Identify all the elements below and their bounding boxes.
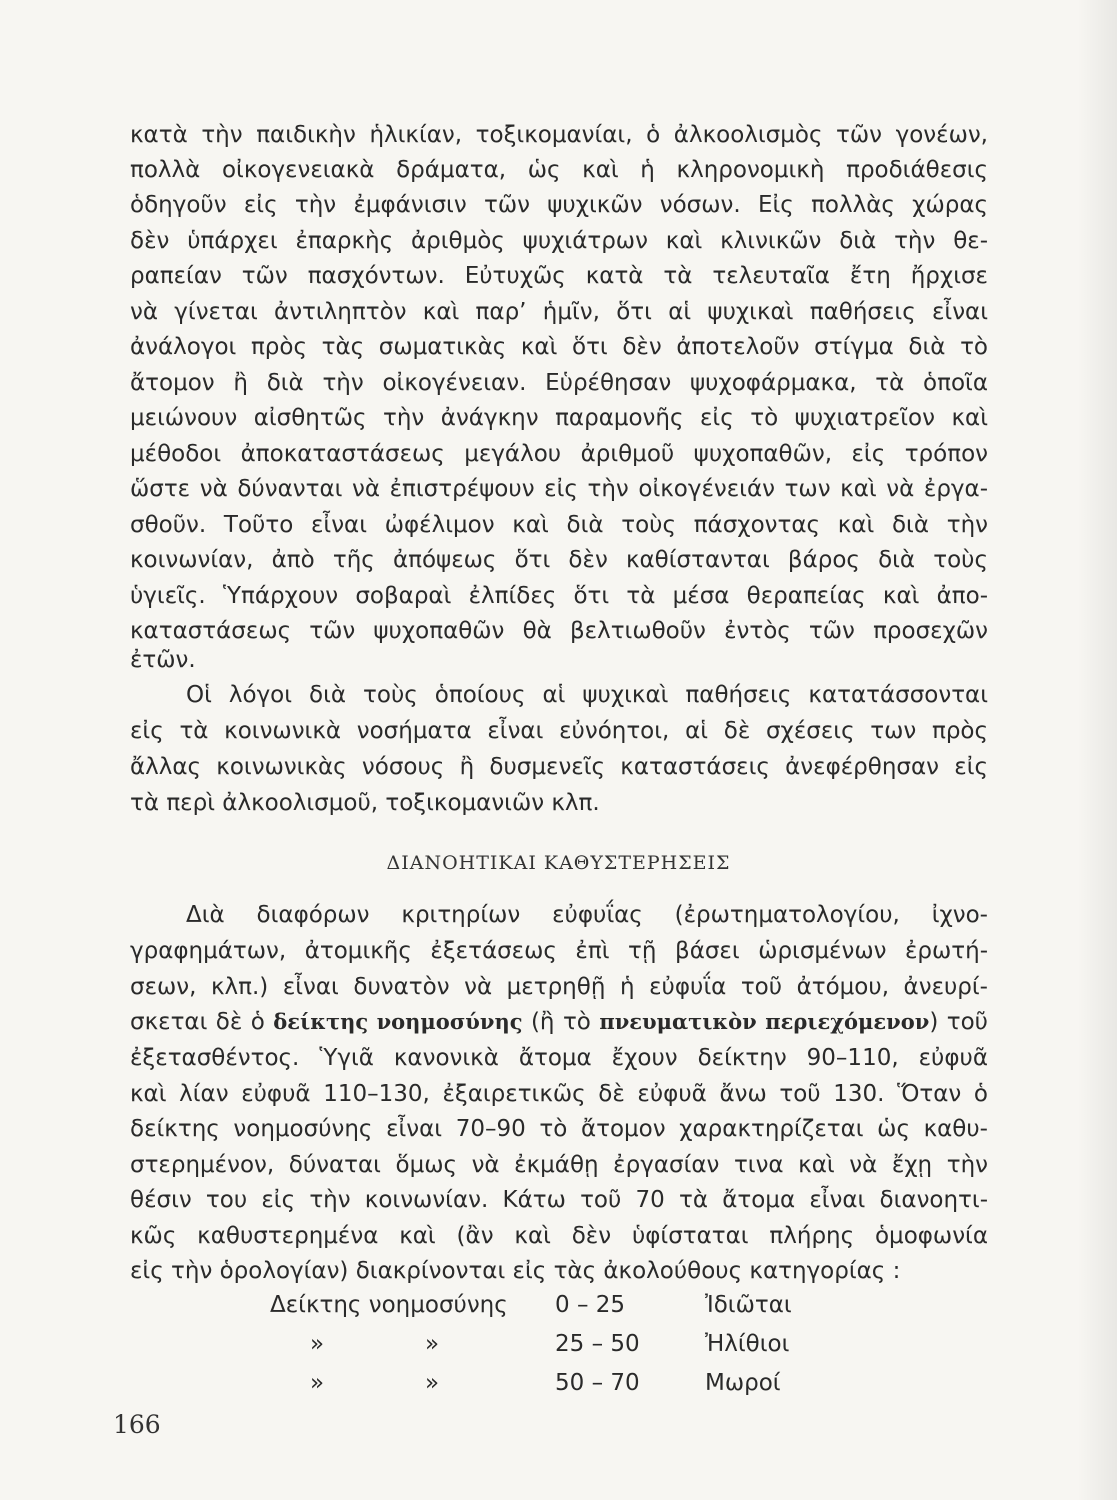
text-line: καὶ λίαν εὐφυᾶ 110–130, ἐξαιρετικῶς δὲ εὐφυᾶ ἄνω τοῦ 130. Ὅταν ὁ [130,1081,988,1107]
bold-term-iq: δείκτης νοημοσύνης [273,1009,523,1034]
text-line: γραφημάτων, ἀτομικῆς ἐξετάσεως ἐπὶ τῇ βάσει ὡρισμένων ἐρωτή- [130,938,988,964]
iq-range: 25 – 50 [555,1331,640,1357]
text-line: ἄλλας κοινωνικὰς νόσους ἢ δυσμενεῖς καταστάσεις ἀνεφέρθησαν εἰς [130,754,988,780]
table-row [270,1368,830,1407]
text-line: θέσιν του εἰς τὴν κοινωνίαν. Κάτω τοῦ 70 τὰ ἄτομα εἶναι διανοητι- [130,1187,988,1213]
text-line: ραπείαν τῶν πασχόντων. Εὐτυχῶς κατὰ τὰ τελευταῖα ἔτη ἤρχισε [130,263,988,289]
page-edge-shadow [1077,0,1117,1500]
ditto-mark: » [425,1370,440,1396]
section-heading: ΔΙΑΝΟΗΤΙΚΑΙ ΚΑΘΥΣΤΕΡΗΣΕΙΣ [386,852,731,874]
text-line: εἰς τὰ κοινωνικὰ νοσήματα εἶναι εὐνόητοι, αἱ δὲ σχέσεις των πρὸς [130,718,988,744]
iq-range: 50 – 70 [555,1370,640,1396]
text-line: ἐτῶν. [130,647,196,673]
bold-term-mental-age: πνευματικὸν περιεχόμενον [599,1009,930,1034]
ditto-mark: » [425,1331,440,1357]
text-line: μέθοδοι ἀποκαταστάσεως μεγάλου ἀριθμοῦ ψυχοπαθῶν, εἰς τρόπον [130,441,988,467]
category: Μωροί [705,1370,781,1396]
text-line: ἄτομον ἢ διὰ τὴν οἰκογένειαν. Εὑρέθησαν ψυχοφάρμακα, τὰ ὁποῖα [130,370,988,396]
text-line: κῶς καθυστερημένα καὶ (ἂν καὶ δὲν ὑφίσταται πλήρης ὁμοφωνία [130,1223,988,1249]
iq-range: 0 – 25 [555,1292,626,1318]
category: Ἠλίθιοι [705,1331,790,1357]
text-line: τὰ περὶ ἀλκοολισμοῦ, τοξικομανιῶν κλπ. [130,790,600,816]
text-line: Οἱ λόγοι διὰ τοὺς ὁποίους αἱ ψυχικαὶ παθήσεις κατατάσσονται [186,682,988,708]
text-line: νὰ γίνεται ἀντιληπτὸν καὶ παρ’ ἡμῖν, ὅτι αἱ ψυχικαὶ παθήσεις εἶναι [130,299,988,325]
text-line: καταστάσεως τῶν ψυχοπαθῶν θὰ βελτιωθοῦν ἐντὸς τῶν προσεχῶν [130,618,988,644]
table-row [270,1329,830,1368]
text-line: Διὰ διαφόρων κριτηρίων εὐφυΐας (ἐρωτηματολογίου, ἰχνο- [186,902,988,928]
page-number: 166 [113,1410,161,1439]
text-span: σκεται δὲ ὁ [130,1009,274,1035]
text-line: δείκτης νοημοσύνης εἶναι 70–90 τὸ ἄτομον χαρακτηρίζεται ὡς καθυ- [130,1116,988,1142]
text-line: ὑγιεῖς. Ὑπάρχουν σοβαραὶ ἐλπίδες ὅτι τὰ μέσα θεραπείας καὶ ἀπο- [130,583,988,609]
text-span: ) τοῦ [929,1009,988,1035]
ditto-mark: » [310,1331,325,1357]
text-line: στερημένον, δύναται ὅμως νὰ ἐκμάθῃ ἐργασίαν τινα καὶ νὰ ἔχῃ τὴν [130,1152,988,1178]
text-span: (ἢ τὸ [522,1009,600,1035]
text-line: σεων, κλπ.) εἶναι δυνατὸν νὰ μετρηθῇ ἡ εὐφυΐα τοῦ ἀτόμου, ἀνευρί- [130,974,988,1000]
category: Ἰδιῶται [705,1292,792,1318]
text-line: δὲν ὑπάρχει ἐπαρκὴς ἀριθμὸς ψυχιάτρων καὶ κλινικῶν διὰ τὴν θε- [130,228,988,254]
text-line: ὥστε νὰ δύνανται νὰ ἐπιστρέψουν εἰς τὴν οἰκογένειάν των καὶ νὰ ἐργα- [130,476,988,502]
text-line: μειώνουν αἰσθητῶς τὴν ἀνάγκην παραμονῆς εἰς τὸ ψυχιατρεῖον καὶ [130,405,988,431]
text-line: ὁδηγοῦν εἰς τὴν ἐμφάνισιν τῶν ψυχικῶν νόσων. Εἰς πολλὰς χώρας [130,192,988,218]
text-line: εἰς τὴν ὁρολογίαν) διακρίνονται εἰς τὰς ἀκολούθους κατηγορίας : [130,1258,901,1284]
text-line: σθοῦν. Τοῦτο εἶναι ὠφέλιμον καὶ διὰ τοὺς πάσχοντας καὶ διὰ τὴν [130,512,988,538]
row-label: Δείκτης νοημοσύνης [270,1292,508,1318]
table-row [270,1290,830,1329]
text-line: κοινωνίαν, ἀπὸ τῆς ἀπόψεως ὅτι δὲν καθίστανται βάρος διὰ τοὺς [130,547,988,573]
text-line [130,1007,988,1037]
ditto-mark: » [310,1370,325,1396]
text-line: πολλὰ οἰκογενειακὰ δράματα, ὡς καὶ ἡ κληρονομικὴ προδιάθεσις [130,157,988,183]
text-line: κατὰ τὴν παιδικὴν ἡλικίαν, τοξικομανίαι, ὁ ἀλκοολισμὸς τῶν γονέων, [130,122,988,148]
text-line: ἐξετασθέντος. Ὑγιᾶ κανονικὰ ἄτομα ἔχουν δείκτην 90–110, εὐφυᾶ [130,1045,988,1071]
text-line: ἀνάλογοι πρὸς τὰς σωματικὰς καὶ ὅτι δὲν ἀποτελοῦν στίγμα διὰ τὸ [130,334,988,360]
iq-classification-table [270,1290,830,1407]
